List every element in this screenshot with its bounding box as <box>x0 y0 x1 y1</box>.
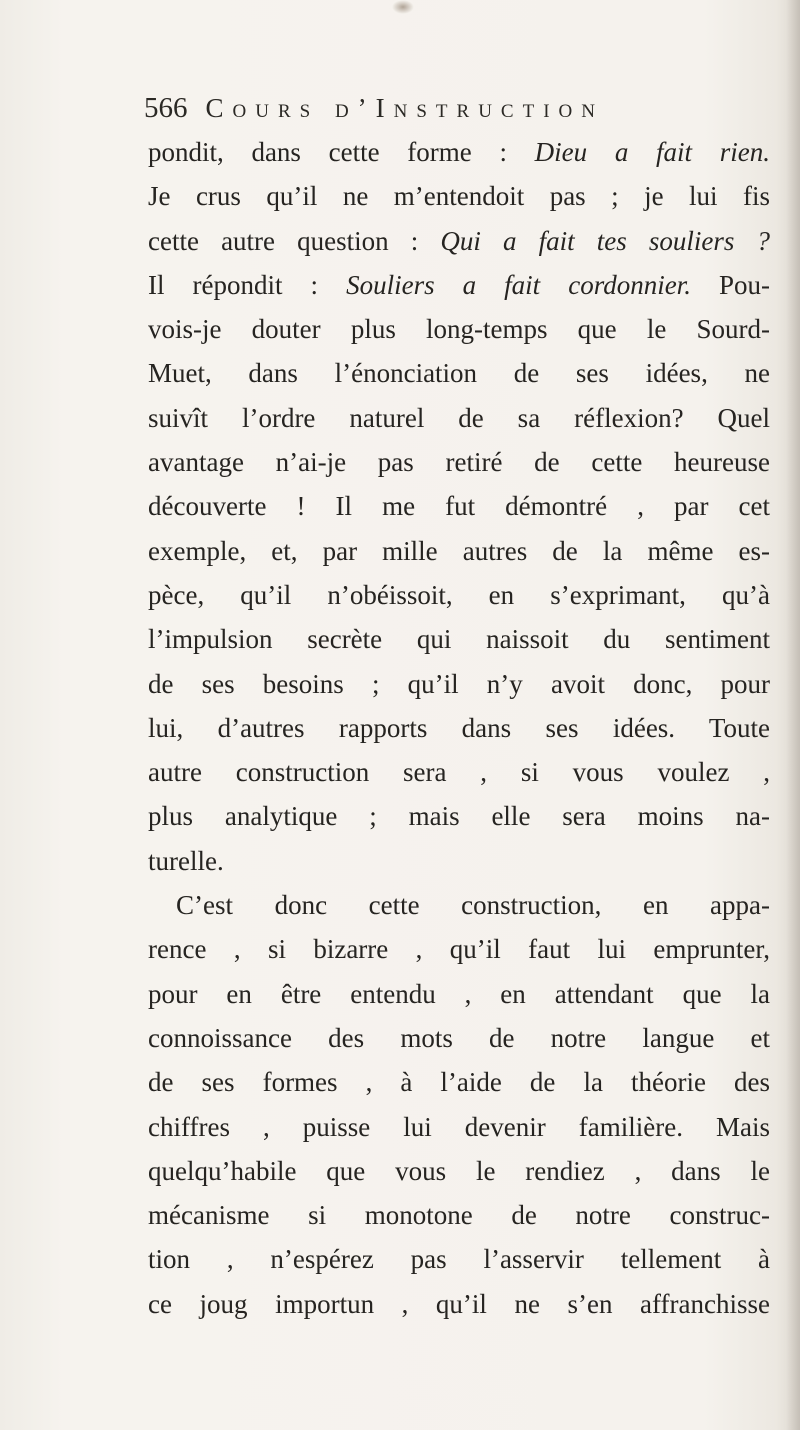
text-segment: ce joug importun , qu’il ne s’en affranchisse <box>148 1288 770 1319</box>
text-segment: cette autre question : <box>148 225 441 256</box>
text-line <box>148 794 770 838</box>
text-segment: plus analytique ; mais elle sera moins na- <box>148 801 770 832</box>
text-segment: C’est donc cette construction, en appa- <box>176 890 770 921</box>
text-line <box>148 1060 770 1104</box>
text-segment: exemple, et, par mille autres de la même es- <box>148 535 770 566</box>
text-line <box>148 1237 770 1281</box>
text-line <box>148 972 770 1016</box>
text-segment: de ses besoins ; qu’il n’y avoit donc, pour <box>148 668 770 699</box>
text-segment: pondit, dans cette forme : <box>148 137 535 167</box>
text-segment: avantage n’ai-je pas retiré de cette heureuse <box>148 447 770 478</box>
italic-text: Souliers a fait cordonnier. <box>346 269 691 300</box>
text-segment: l’impulsion secrète qui naissoit du sentiment <box>148 624 770 655</box>
text-line <box>148 617 770 661</box>
text-line <box>148 219 770 263</box>
text-line <box>148 174 770 218</box>
text-segment: rence , si bizarre , qu’il faut lui emprunter, <box>148 934 770 965</box>
text-line <box>148 1149 770 1193</box>
text-segment: pour en être entendu , en attendant que la <box>148 978 770 1009</box>
text-line <box>148 263 770 307</box>
text-line <box>148 440 770 484</box>
text-segment: quelqu’habile que vous le rendiez , dans le <box>148 1155 770 1186</box>
text-line <box>148 1282 770 1326</box>
text-line <box>148 1105 770 1149</box>
text-segment: pèce, qu’il n’obéissoit, en s’exprimant, qu’à <box>148 579 770 610</box>
text-segment: Muet, dans l’énonciation de ses idées, ne <box>148 358 770 389</box>
text-line <box>148 351 770 395</box>
text-line <box>148 750 770 794</box>
text-segment: turelle. <box>148 845 224 876</box>
text-line <box>148 307 770 351</box>
text-line <box>148 839 770 883</box>
running-header <box>144 92 709 128</box>
text-line <box>148 706 770 750</box>
page-edge-shadow <box>786 0 800 1430</box>
text-segment: Il répondit : <box>148 269 347 300</box>
page-number: 566 <box>144 92 188 124</box>
running-title: Cours d’Instruction <box>205 93 604 123</box>
text-segment: Je crus qu’il ne m’entendoit pas ; je lui fis <box>148 181 770 212</box>
text-line <box>148 573 770 617</box>
text-segment: chiffres , puisse lui devenir familière. Mais <box>148 1111 770 1142</box>
text-line <box>148 662 770 706</box>
body-text <box>148 130 770 1326</box>
text-line <box>148 529 770 573</box>
text-line <box>148 1016 770 1060</box>
text-line <box>148 927 770 971</box>
text-segment: lui, d’autres rapports dans ses idées. Toute <box>148 712 770 743</box>
text-segment: Pou- <box>690 269 770 300</box>
text-segment: connoissance des mots de notre langue et <box>148 1022 770 1053</box>
italic-text: Qui a fait tes souliers ? <box>440 225 770 256</box>
text-line <box>148 484 770 528</box>
text-segment: découverte ! Il me fut démontré , par cet <box>148 491 770 522</box>
ink-bleed-mark <box>392 0 414 14</box>
text-line <box>148 883 770 927</box>
text-segment: suivît l’ordre naturel de sa réflexion? Quel <box>148 402 770 433</box>
text-line <box>148 1193 770 1237</box>
text-line <box>148 396 770 440</box>
text-segment: mécanisme si monotone de notre construc- <box>148 1200 770 1231</box>
text-segment: tion , n’espérez pas l’asservir tellement à <box>148 1244 770 1275</box>
italic-text: Dieu a fait rien. <box>534 137 771 167</box>
text-segment: vois-je douter plus long-temps que le Sourd- <box>148 314 770 345</box>
text-line <box>148 130 770 174</box>
text-segment: autre construction sera , si vous voulez , <box>148 757 770 788</box>
text-segment: de ses formes , à l’aide de la théorie des <box>148 1067 770 1098</box>
